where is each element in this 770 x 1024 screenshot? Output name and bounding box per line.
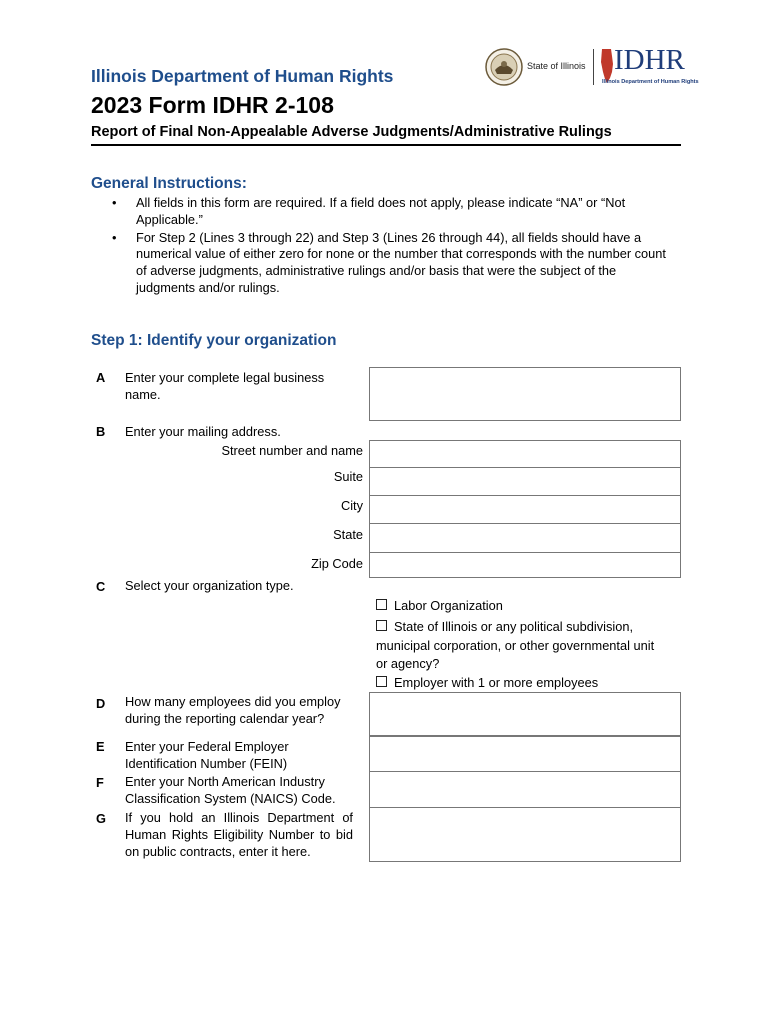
agency-name: Illinois Department of Human Rights [91,66,394,86]
title-rule [91,144,681,146]
suite-label: Suite [333,469,363,484]
checkbox[interactable] [376,676,387,687]
employee-count-label: How many employees did you employ during the reporting calendar year? [125,694,341,726]
zip-label: Zip Code [311,556,363,571]
org-type-option-government[interactable] [376,618,666,674]
naics-label: Enter your North American Industry Classification System (NAICS) Code. [125,774,336,806]
fein-input[interactable] [369,736,681,772]
checkbox[interactable] [376,599,387,610]
state-input[interactable] [369,523,681,553]
idhr-logo-subtext: Illinois Department of Human Rights [602,79,699,85]
list-item: • All fields in this form are required. If a field does not apply, please indicate “NA” or “Not Applicable.” [112,195,672,229]
eligibility-number-input[interactable] [369,807,681,862]
option-label: State of Illinois or any political subdivision, municipal corporation, or other governmental unit or agency? [376,619,655,671]
idhr-logo-text: IDHR [614,44,685,76]
item-letter-a: A [96,370,106,385]
org-type-option-employer[interactable] [376,674,598,692]
state-label: State [333,527,363,542]
org-type-label: Select your organization type. [125,578,294,593]
business-name-input[interactable] [369,367,681,421]
item-letter-g: G [96,811,106,826]
suite-input[interactable] [369,467,681,496]
employee-count-input[interactable] [369,692,681,736]
city-label: City [340,498,363,513]
form-subtitle: Report of Final Non-Appealable Adverse Judgments/Administrative Rulings [91,124,612,140]
eligibility-number-label: If you hold an Illinois Department of Human Rights Eligibility Number to bid on public contracts, enter it here. [125,810,353,859]
illinois-seal-icon [485,48,523,86]
business-name-label: Enter your complete legal business name. [125,370,325,402]
item-letter-d: D [96,696,106,711]
item-letter-e: E [96,739,105,754]
mailing-address-label: Enter your mailing address. [125,424,281,439]
street-input[interactable] [369,440,681,468]
list-item: • For Step 2 (Lines 3 through 22) and Step 3 (Lines 26 through 44), all fields should have a numerical value of either zero for none or the number that corresponds with the number count of adverse judgments, administrative rulings and/or basis that were the subject of the judgments and/or rulings. [112,230,672,297]
state-of-illinois-text: State of Illinois [527,61,586,71]
general-instructions-heading: General Instructions: [91,175,247,192]
item-letter-c: C [96,579,106,594]
city-input[interactable] [369,495,681,524]
option-label: Employer with 1 or more employees [394,675,599,690]
org-type-option-labor[interactable] [376,597,503,615]
street-label: Street number and name [221,443,363,458]
general-instructions-list [112,195,672,298]
item-letter-f: F [96,775,104,790]
item-letter-b: B [96,424,106,439]
zip-input[interactable] [369,552,681,578]
step1-heading: Step 1: Identify your organization [91,332,337,349]
checkbox[interactable] [376,620,387,631]
option-label: Labor Organization [394,598,503,613]
form-title: 2023 Form IDHR 2-108 [91,92,334,118]
fein-label: Enter your Federal Employer Identification Number (FEIN) [125,739,289,771]
logo-divider [593,49,594,85]
naics-input[interactable] [369,771,681,808]
